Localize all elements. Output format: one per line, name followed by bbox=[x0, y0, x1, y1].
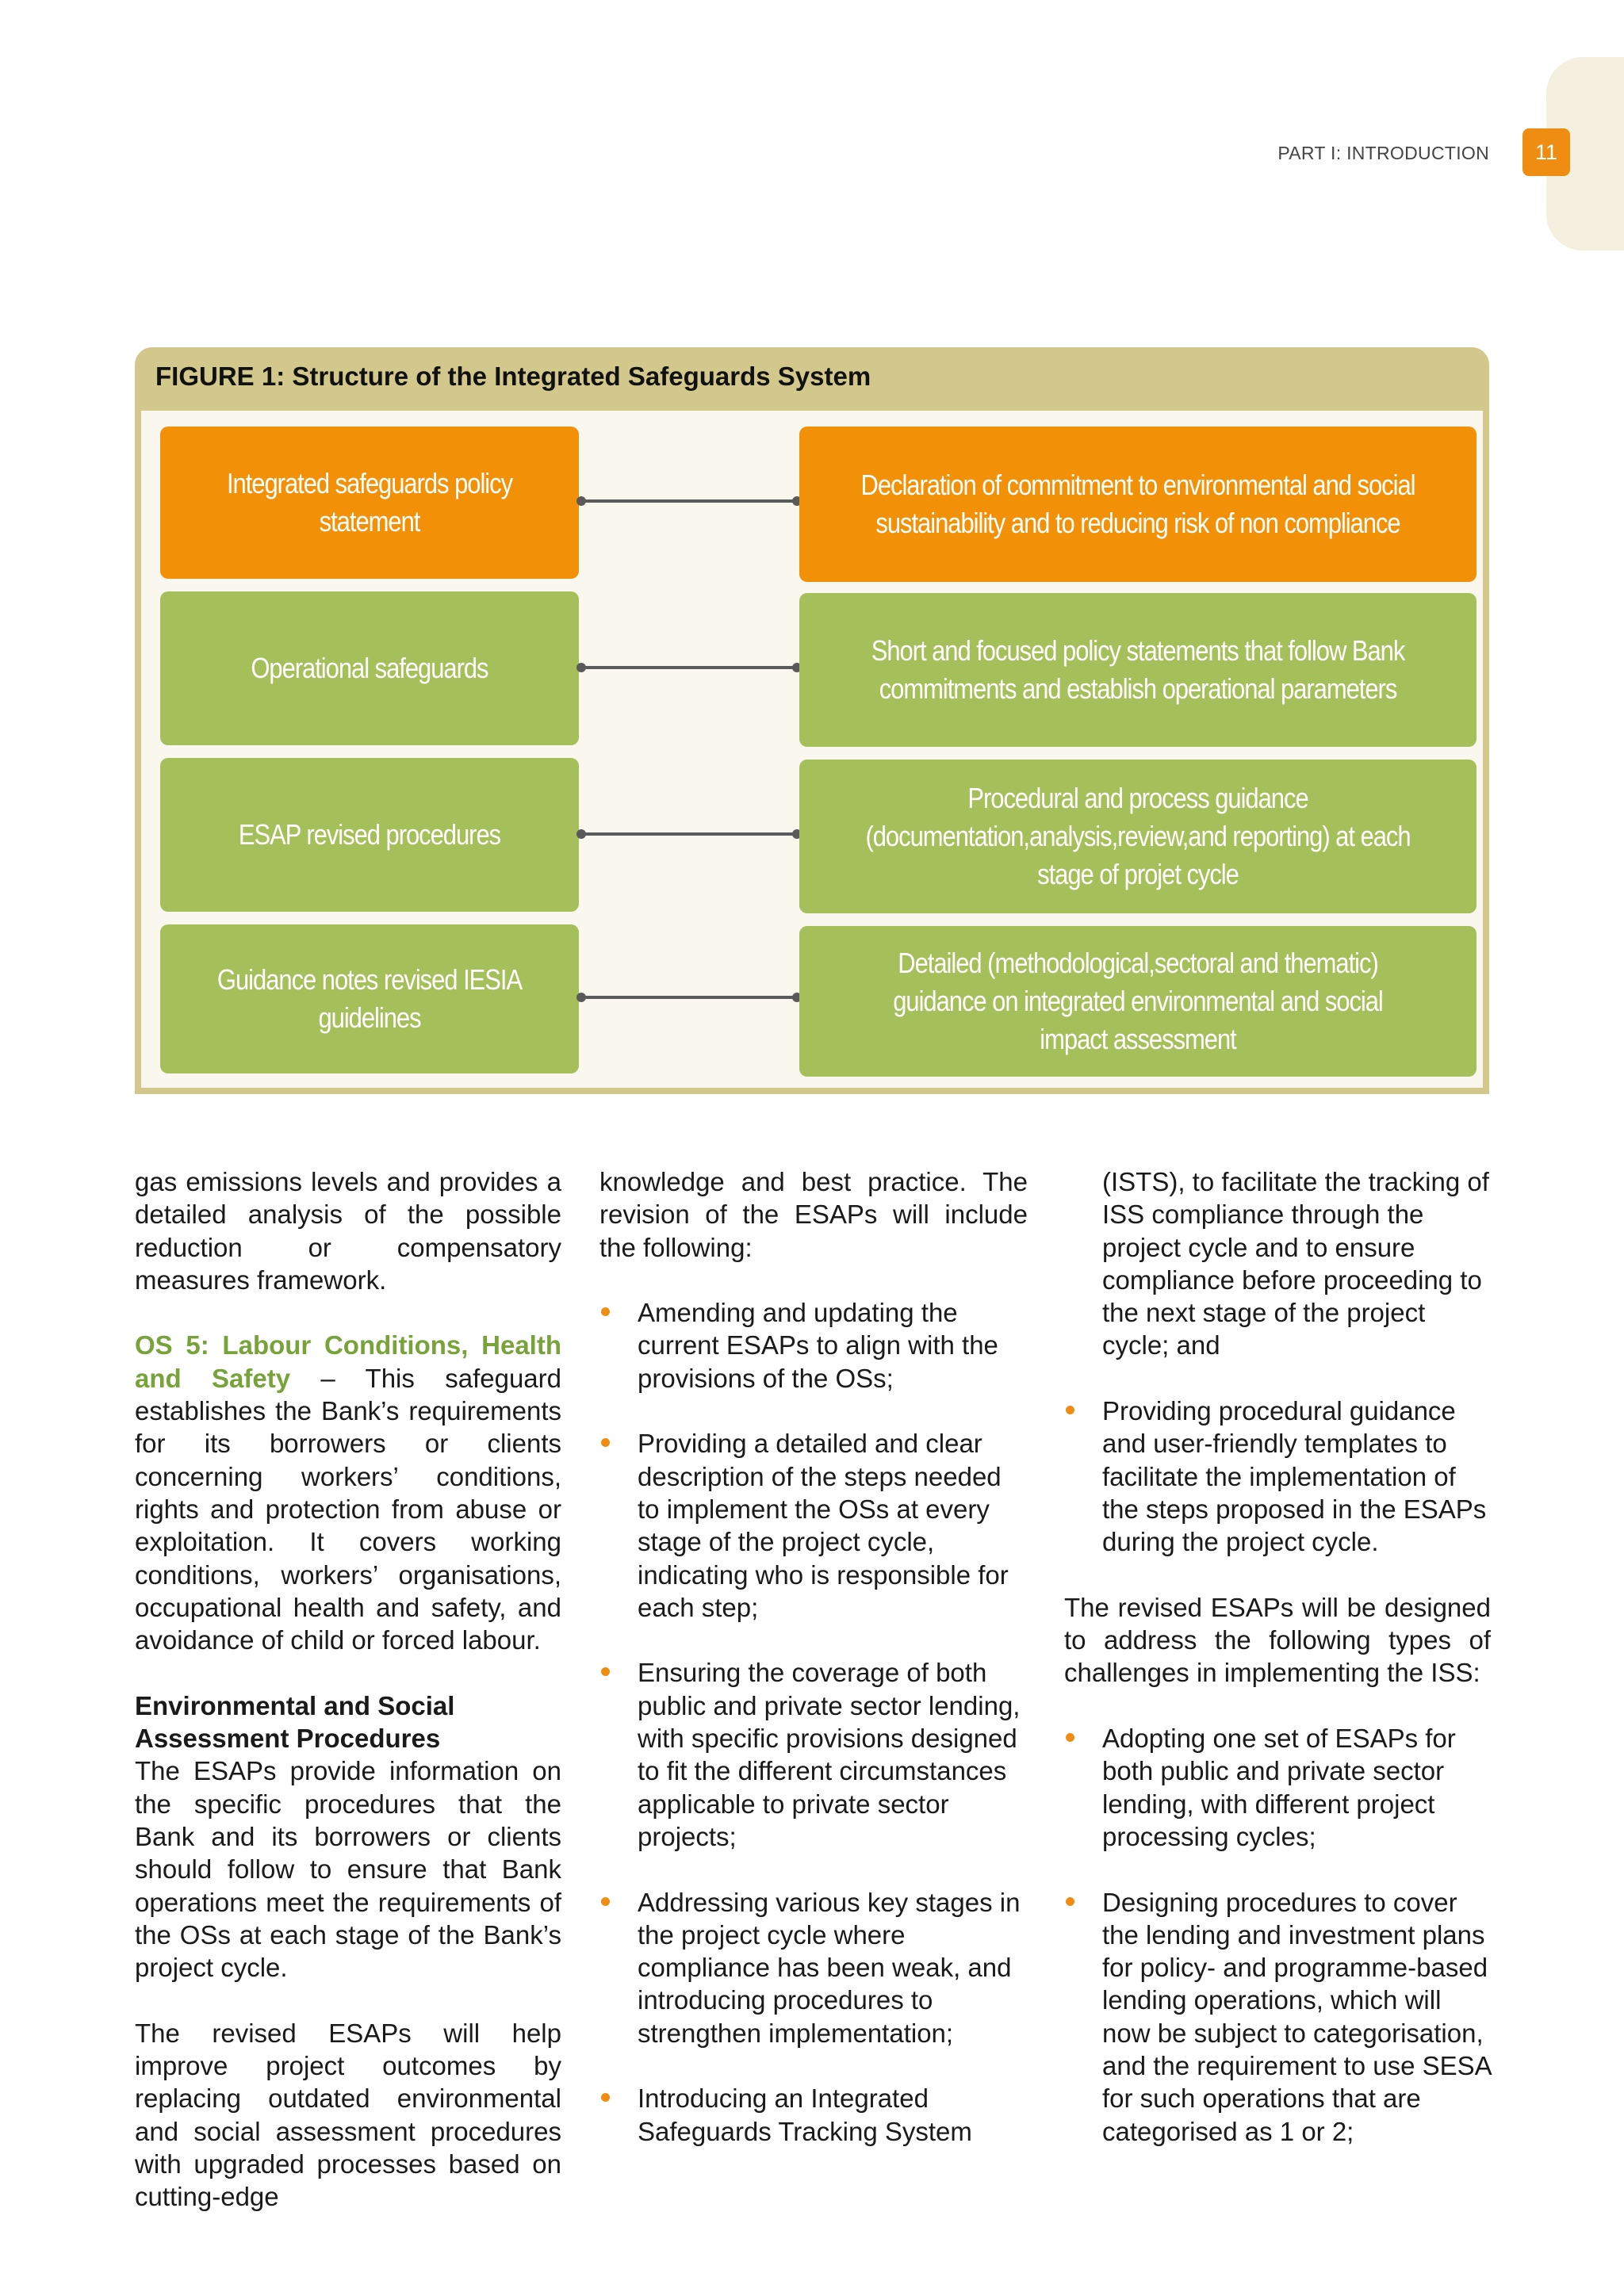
figure-body bbox=[141, 411, 1483, 1088]
operational-safeguards-box: Operational safeguards bbox=[160, 591, 579, 745]
running-header: PART I: INTRODUCTION bbox=[1277, 143, 1489, 163]
paragraph: The revised ESAPs will be designed to address the following types of challenges in implementing the ISS: bbox=[1064, 1592, 1491, 1688]
esap-procedures-box: ESAP revised procedures bbox=[160, 758, 579, 912]
list-item: Addressing various key stages in the project cycle where compliance has been weak, and introducing procedures to strengthen implementation; bbox=[599, 1886, 1028, 2049]
list-item: Amending and updating the current ESAPs to align with the provisions of the OSs; bbox=[599, 1296, 1028, 1395]
text-column-3 bbox=[1064, 1165, 1491, 2148]
esap-heading: Environmental and Social Assessment Procedures bbox=[135, 1690, 455, 1754]
figure-title: FIGURE 1: Structure of the Integrated Safeguards System bbox=[155, 362, 871, 391]
text-column-2 bbox=[599, 1165, 1028, 2148]
connector-line bbox=[581, 996, 797, 999]
list-item: Ensuring the coverage of both public and private sector lending, with specific provisions designed to fit the different circumstances applicable to private sector projects; bbox=[599, 1656, 1028, 1853]
page-number-badge: 11 bbox=[1522, 128, 1570, 176]
text-column-1 bbox=[135, 1165, 561, 2214]
connector-line bbox=[581, 499, 797, 503]
policy-statement-description: Declaration of commitment to environmental and social sustainability and to reducing risk of non compliance bbox=[799, 427, 1477, 582]
list-item: Providing procedural guidance and user-friendly templates to facilitate the implementation of the steps proposed in the ESAPs during the project cycle. bbox=[1064, 1395, 1491, 1558]
paragraph: The revised ESAPs will help improve project outcomes by replacing outdated environmental and social assessment procedures with upgraded processes based on cutting-edge bbox=[135, 2018, 561, 2212]
guidance-notes-box: Guidance notes revised IESIA guidelines bbox=[160, 924, 579, 1073]
connector-line bbox=[581, 666, 797, 669]
os5-heading: OS 5: Labour Conditions, Health and Safety bbox=[135, 1330, 561, 1393]
os5-paragraph bbox=[135, 1329, 561, 1656]
paragraph: knowledge and best practice. The revision of the ESAPs will include the following: bbox=[599, 1167, 1028, 1262]
list-item: Designing procedures to cover the lending and investment plans for policy- and programme-based lending operations, which will now be subject to categorisation, and the requirement to use SESA for such operations that are categorised as 1 or 2; bbox=[1064, 1886, 1491, 2148]
list-item: Introducing an Integrated Safeguards Tracking System bbox=[599, 2082, 1028, 2148]
list-item: Providing a detailed and clear description of the steps needed to implement the OSs at every stage of the project cycle, indicating who is responsible for each step; bbox=[599, 1427, 1028, 1624]
os5-text: – This safeguard establishes the Bank’s requirements for its borrowers or clients concerning workers’ conditions, rights and protection from abuse or exploitation. It covers working conditions, workers’ organisations, occupational health and safety, and avoidance of child or forced labour. bbox=[135, 1363, 561, 1655]
paragraph: The ESAPs provide information on the specific procedures that the Bank and its borrowers or clients should follow to ensure that Bank operations meet the requirements of the OSs at each stage of the Bank’s project cycle. bbox=[135, 1756, 561, 1983]
paragraph: (ISTS), to facilitate the tracking of ISS compliance through the project cycle and to ensure compliance before proceeding to the next stage of the project cycle; and bbox=[1102, 1167, 1489, 1360]
paragraph: gas emissions levels and provides a detailed analysis of the possible reduction or compensatory measures framework. bbox=[135, 1167, 561, 1295]
guidance-notes-description: Detailed (methodological,sectoral and thematic) guidance on integrated environmental and social impact assessment bbox=[799, 926, 1477, 1077]
esap-procedures-description: Procedural and process guidance (documentation,analysis,review,and reporting) at each stage of projet cycle bbox=[799, 760, 1477, 913]
list-item: Adopting one set of ESAPs for both public and private sector lending, with different project processing cycles; bbox=[1064, 1722, 1491, 1853]
policy-statement-box: Integrated safeguards policy statement bbox=[160, 427, 579, 579]
operational-safeguards-description: Short and focused policy statements that follow Bank commitments and establish operational parameters bbox=[799, 593, 1477, 747]
connector-line bbox=[581, 832, 797, 836]
figure-1 bbox=[135, 347, 1489, 1094]
